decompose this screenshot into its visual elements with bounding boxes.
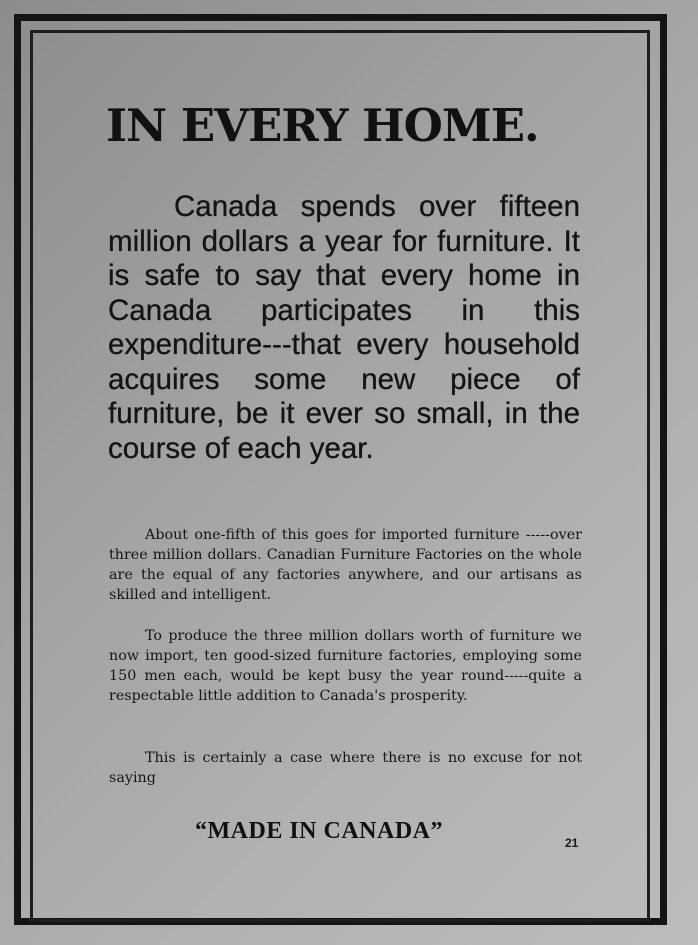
inner-frame-border [30, 30, 650, 922]
headline: IN EVERY HOME. [106, 99, 539, 152]
body-paragraph-factories: To produce the three million dollars worth of furniture we now import, ten good-sized furniture factories, employing some 150 men each, would be kept busy the year round-----quite a respectable little addition to Canada's prosperity. [109, 628, 582, 704]
page-number: 21 [565, 836, 579, 850]
lead-paragraph: Canada spends over fifteen million dollars a year for furniture. It is safe to say that every home in Canada participates in this expenditure---that every household acquires some new piece of furniture, be it ever so small, in the course of each year. [108, 190, 580, 465]
slogan: “MADE IN CANADA” [195, 818, 443, 844]
body-paragraph-imported-furniture: About one-fifth of this goes for imported furniture -----over three million dollars. Canadian Furniture Factories on the whole are the equal of any factories anywhere, and our artisans as skilled and intelligent. [109, 527, 582, 603]
body-paragraph-no-excuse: This is certainly a case where there is no excuse for not saying [109, 750, 582, 786]
